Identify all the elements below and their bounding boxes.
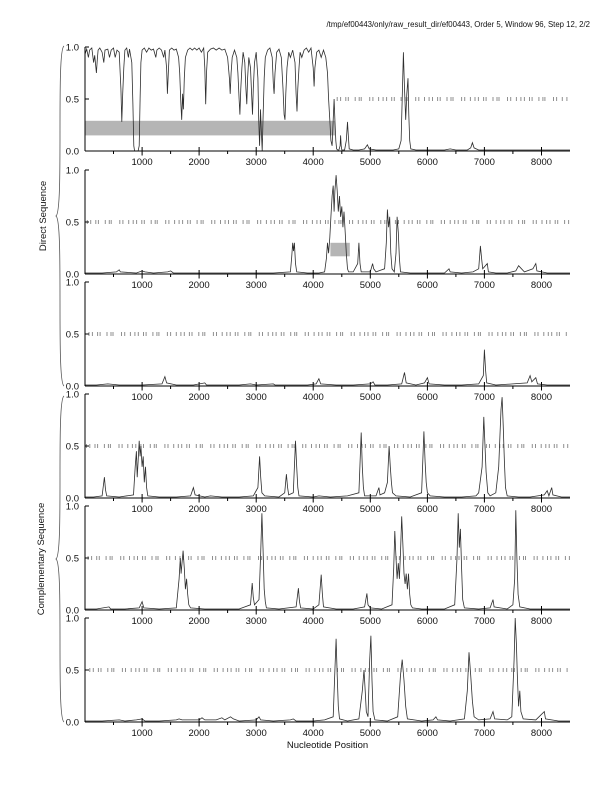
x-tick-label: 3000 bbox=[245, 392, 267, 403]
x-tick-label: 7000 bbox=[473, 392, 495, 403]
panel-complementary-frame-3 bbox=[66, 614, 570, 740]
x-tick-label: 6000 bbox=[416, 728, 438, 739]
orf-marks bbox=[89, 332, 566, 336]
group-labels bbox=[36, 46, 64, 722]
panel-complementary-frame-2 bbox=[66, 502, 570, 628]
y-tick-label: 0.5 bbox=[65, 94, 79, 106]
x-tick-label: 5000 bbox=[359, 504, 381, 515]
x-tick-label: 2000 bbox=[188, 157, 210, 168]
orf-marks bbox=[87, 220, 568, 224]
x-tick-label: 1000 bbox=[131, 392, 153, 403]
y-tick-label: 0.0 bbox=[65, 146, 79, 158]
x-tick-label: 3000 bbox=[245, 728, 267, 739]
orf-marks bbox=[86, 444, 567, 448]
x-tick-label: 1000 bbox=[131, 616, 153, 627]
y-tick-label: 0.5 bbox=[65, 217, 79, 229]
x-tick-label: 1000 bbox=[131, 504, 153, 515]
x-tick-label: 4000 bbox=[302, 504, 324, 515]
x-tick-label: 1000 bbox=[131, 157, 153, 168]
x-tick-label: 2000 bbox=[188, 392, 210, 403]
y-tick-label: 0.5 bbox=[65, 665, 79, 677]
x-tick-label: 6000 bbox=[416, 504, 438, 515]
x-tick-label: 4000 bbox=[302, 616, 324, 627]
orf-marks bbox=[337, 97, 567, 101]
x-tick-label: 5000 bbox=[359, 157, 381, 168]
x-tick-label: 6000 bbox=[416, 392, 438, 403]
x-tick-label: 8000 bbox=[530, 616, 553, 627]
x-tick-label: 6000 bbox=[416, 616, 438, 627]
x-tick-label: 3000 bbox=[245, 280, 267, 291]
y-tick-label: 0.0 bbox=[65, 717, 79, 729]
y-tick-label: 0.0 bbox=[65, 269, 79, 281]
x-tick-label: 3000 bbox=[245, 616, 267, 627]
x-tick-label: 2000 bbox=[188, 616, 210, 627]
probability-curve bbox=[85, 350, 570, 385]
y-tick-label: 1.0 bbox=[65, 277, 79, 289]
panel-direct-frame-1 bbox=[66, 43, 570, 169]
x-axis-title: Nucleotide Position bbox=[286, 740, 369, 751]
y-tick-label: 0.5 bbox=[65, 441, 79, 453]
x-tick-label: 4000 bbox=[302, 392, 324, 403]
complementary-sequence-label: Complementary Sequence bbox=[36, 502, 47, 616]
x-tick-label: 7000 bbox=[473, 280, 495, 291]
x-tick-label: 2000 bbox=[188, 728, 210, 739]
x-tick-label: 6000 bbox=[416, 280, 438, 291]
x-tick-label: 1000 bbox=[131, 280, 153, 291]
x-tick-label: 7000 bbox=[473, 616, 495, 627]
orf-marks bbox=[90, 668, 567, 672]
y-tick-label: 1.0 bbox=[65, 389, 79, 401]
y-tick-label: 0.0 bbox=[65, 605, 79, 617]
x-tick-label: 8000 bbox=[530, 157, 553, 168]
predicted-region-shade bbox=[330, 243, 349, 256]
page-title: /tmp/ef00443/only/raw_result_dir/ef00443, Order 5, Window 96, Step 12, 2/2 bbox=[326, 20, 590, 29]
x-tick-label: 5000 bbox=[359, 616, 381, 627]
x-tick-label: 3000 bbox=[245, 157, 267, 168]
predicted-region-shade bbox=[85, 121, 335, 136]
x-tick-label: 8000 bbox=[530, 392, 553, 403]
y-tick-label: 1.0 bbox=[65, 42, 79, 54]
x-tick-label: 8000 bbox=[530, 504, 553, 515]
panel-complementary-frame-1 bbox=[66, 390, 570, 516]
x-tick-label: 3000 bbox=[245, 504, 267, 515]
direct-sequence-label: Direct Sequence bbox=[38, 180, 49, 252]
y-tick-label: 0.0 bbox=[65, 493, 79, 505]
x-tick-label: 5000 bbox=[359, 280, 381, 291]
x-tick-label: 4000 bbox=[302, 728, 324, 739]
x-tick-label: 2000 bbox=[188, 280, 210, 291]
y-tick-label: 1.0 bbox=[65, 613, 79, 625]
x-tick-label: 7000 bbox=[473, 504, 495, 515]
orf-marks bbox=[88, 556, 569, 560]
x-tick-label: 5000 bbox=[359, 392, 381, 403]
x-tick-label: 8000 bbox=[530, 280, 553, 291]
panel-direct-frame-3 bbox=[66, 278, 570, 404]
panel-direct-frame-2 bbox=[66, 166, 570, 292]
x-tick-label: 7000 bbox=[473, 728, 495, 739]
x-tick-label: 4000 bbox=[302, 280, 324, 291]
y-tick-label: 1.0 bbox=[65, 501, 79, 513]
x-tick-label: 5000 bbox=[359, 728, 381, 739]
probability-curve bbox=[85, 175, 570, 273]
x-tick-label: 7000 bbox=[473, 157, 495, 168]
direct-sequence-brace bbox=[56, 46, 64, 386]
x-tick-label: 1000 bbox=[131, 728, 153, 739]
y-tick-label: 1.0 bbox=[65, 165, 79, 177]
x-tick-label: 2000 bbox=[188, 504, 210, 515]
x-tick-label: 6000 bbox=[416, 157, 438, 168]
x-tick-label: 4000 bbox=[302, 157, 324, 168]
complementary-sequence-brace bbox=[56, 396, 64, 722]
x-tick-label: 8000 bbox=[530, 728, 553, 739]
y-tick-label: 0.0 bbox=[65, 381, 79, 393]
y-tick-label: 0.5 bbox=[65, 329, 79, 341]
y-tick-label: 0.5 bbox=[65, 553, 79, 565]
